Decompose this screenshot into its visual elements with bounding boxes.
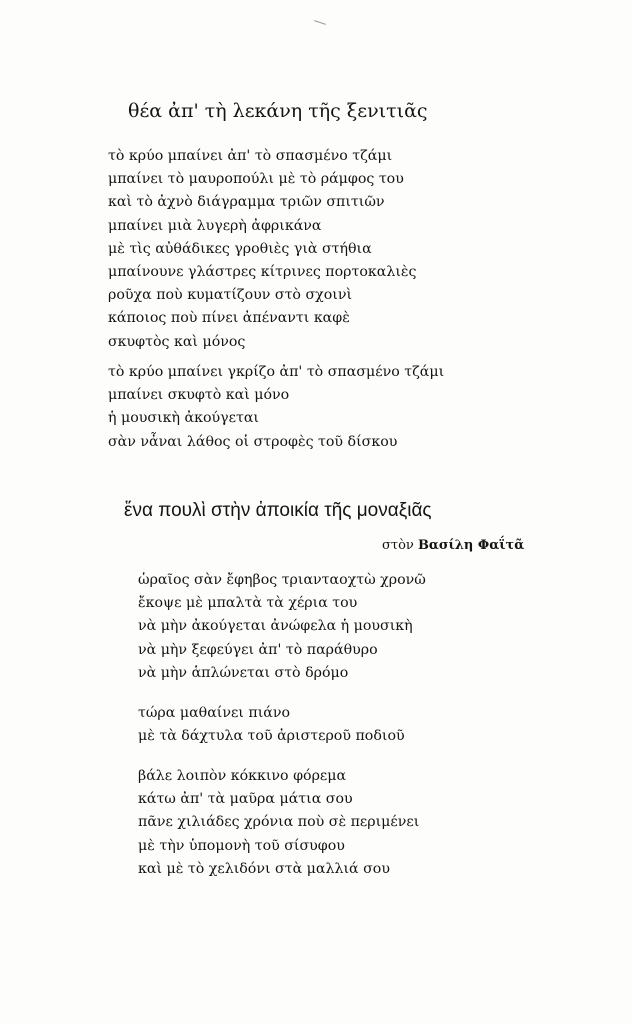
poem-2-stanza-1 xyxy=(138,569,426,685)
dedication-prefix: στὸν xyxy=(382,538,414,553)
poem-line: καὶ μὲ τὸ χελιδόνι στὰ μαλλιά σου xyxy=(138,860,390,877)
poem-2-stanza-2 xyxy=(138,702,405,748)
dedication xyxy=(382,538,524,553)
poem-line: μὲ τὰ δάχτυλα τοῦ ἀριστεροῦ ποδιοῦ xyxy=(138,728,405,745)
poem-line: ἡ μουσικὴ ἀκούγεται xyxy=(108,410,259,427)
poem-line: σὰν νἆναι λάθος οἱ στροφὲς τοῦ δίσκου xyxy=(108,433,398,450)
dedication-name: Βασίλη Φαΐτᾶ xyxy=(417,538,525,553)
poem-2-stanza-3 xyxy=(138,765,419,881)
poem-line: σκυφτὸς καὶ μόνος xyxy=(108,333,246,350)
poem-line: μπαίνει τὸ μαυροπούλι μὲ τὸ ράμφος του xyxy=(108,171,404,188)
poem-line: νὰ μὴν ξεφεύγει ἀπ' τὸ παράθυρο xyxy=(138,641,378,658)
poem-line: μπαίνει μιὰ λυγερὴ ἀφρικάνα xyxy=(108,217,322,234)
poem-line: βάλε λοιπὸν κόκκινο φόρεμα xyxy=(138,768,347,784)
scan-speck xyxy=(314,20,326,25)
poem-line: νὰ μὴν ἀκούγεται ἀνώφελα ἡ μουσικὴ xyxy=(138,618,413,635)
poem-line: ὡραῖος σὰν ἔφηβος τριανταοχτὼ χρονῶ xyxy=(138,572,426,588)
poem-line: μὲ τὶς αὐθάδικες γροθιὲς γιὰ στήθια xyxy=(108,240,372,257)
poem-line: ἔκοψε μὲ μπαλτὰ τὰ χέρια του xyxy=(138,595,358,612)
poem-line: τὸ κρύο μπαίνει γκρίζο ἀπ' τὸ σπασμένο τζάμι xyxy=(108,364,445,380)
poem-1-stanza-2 xyxy=(108,361,444,454)
poem-line: μπαίνουνε γλάστρες κίτρινες πορτοκαλιὲς xyxy=(108,263,417,280)
poem-line: καὶ τὸ ἀχνὸ διάγραμμα τριῶν σπιτιῶν xyxy=(108,194,385,211)
poem-line: τὸ κρύο μπαίνει ἀπ' τὸ σπασμένο τζάμι xyxy=(108,148,393,164)
poem-line: μὲ τὴν ὑπομονὴ τοῦ σίσυφου xyxy=(138,837,345,854)
poem-line: τώρα μαθαίνει πιάνο xyxy=(138,705,291,721)
poem-line: ροῦχα ποὺ κυματίζουν στὸ σχοινὶ xyxy=(108,287,353,304)
poem-1-stanza-1 xyxy=(108,145,416,354)
poem-line: κάποιος ποὺ πίνει ἀπέναντι καφὲ xyxy=(108,310,350,327)
poem-line: κάτω ἀπ' τὰ μαῦρα μάτια σου xyxy=(138,791,353,808)
poem-line: πᾶνε χιλιάδες χρόνια ποὺ σὲ περιμένει xyxy=(138,814,420,831)
poem-line: νὰ μὴν ἁπλώνεται στὸ δρόμο xyxy=(138,664,349,681)
poem-2-title: ἕνα πουλὶ στὴν ἀποικία τῆς μοναξιᾶς xyxy=(124,500,432,521)
poem-line: μπαίνει σκυφτὸ καὶ μόνο xyxy=(108,387,290,404)
poem-1-title: θέα ἀπ' τὴ λεκάνη τῆς ξενιτιᾶς xyxy=(128,100,428,122)
